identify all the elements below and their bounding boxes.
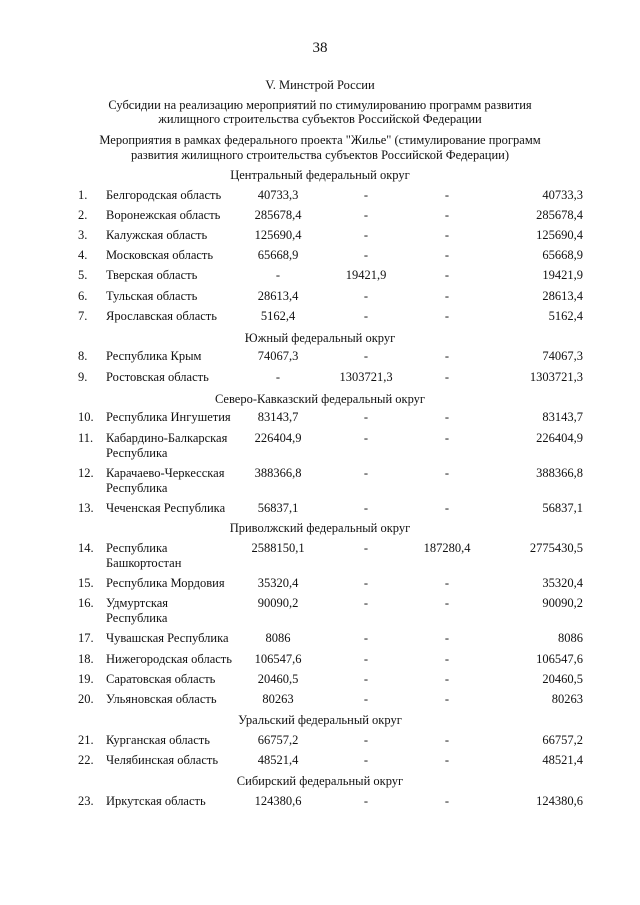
row-number: 23. bbox=[78, 794, 94, 808]
value-total: 1303721,3 bbox=[529, 370, 583, 384]
region-name: Кабардино-Балкарская bbox=[106, 431, 228, 445]
value-total: 74067,3 bbox=[542, 349, 583, 363]
value-total: 5162,4 bbox=[548, 309, 583, 323]
value-total: 19421,9 bbox=[542, 268, 583, 282]
region-name: Калужская область bbox=[106, 228, 208, 242]
row-number: 11. bbox=[78, 431, 94, 445]
value-col-3: - bbox=[444, 466, 450, 480]
region-name: Тверская область bbox=[106, 268, 198, 282]
region-name: Республика Крым bbox=[106, 349, 202, 363]
value-col-1: 8086 bbox=[265, 631, 291, 645]
value-col-3: - bbox=[444, 309, 450, 323]
value-col-1: - bbox=[275, 268, 281, 282]
region-name: Белгородская область bbox=[106, 188, 222, 202]
value-total: 28613,4 bbox=[542, 289, 583, 303]
region-name: Карачаево-Черкесская bbox=[106, 466, 225, 480]
value-col-3: - bbox=[444, 596, 450, 610]
value-col-2: - bbox=[363, 672, 369, 686]
row-number: 12. bbox=[78, 466, 94, 480]
value-col-2: - bbox=[363, 541, 369, 555]
region-name: Тульская область bbox=[106, 289, 198, 303]
value-col-3: - bbox=[444, 208, 450, 222]
region-name: Нижегородская область bbox=[106, 652, 232, 666]
value-col-2: - bbox=[363, 289, 369, 303]
page-number: 38 bbox=[312, 40, 328, 56]
value-col-2: - bbox=[363, 248, 369, 262]
value-col-1: 106547,6 bbox=[254, 652, 302, 666]
subsidy-title-line-1: Субсидии на реализацию мероприятий по стимулированию программ развития bbox=[108, 98, 532, 112]
value-col-2: - bbox=[363, 631, 369, 645]
district-heading: Сибирский федеральный округ bbox=[236, 774, 404, 788]
value-col-2: - bbox=[363, 794, 369, 808]
subsidy-title-line-2: жилищного строительства субъектов Российской Федерации bbox=[158, 112, 482, 126]
value-total: 35320,4 bbox=[542, 576, 583, 590]
value-col-2: - bbox=[363, 576, 369, 590]
value-col-1: 48521,4 bbox=[257, 753, 299, 767]
value-col-1: 124380,6 bbox=[254, 794, 302, 808]
value-col-1: 40733,3 bbox=[257, 188, 299, 202]
value-col-1: 90090,2 bbox=[257, 596, 299, 610]
district-heading: Приволжский федеральный округ bbox=[229, 521, 411, 535]
value-col-2: - bbox=[363, 228, 369, 242]
value-col-3: - bbox=[444, 228, 450, 242]
value-col-3: - bbox=[444, 794, 450, 808]
row-number: 3. bbox=[78, 228, 88, 242]
value-total: 56837,1 bbox=[542, 501, 583, 515]
region-name: Республика Ингушетия bbox=[106, 410, 231, 424]
row-number: 15. bbox=[78, 576, 94, 590]
value-col-2: - bbox=[363, 501, 369, 515]
region-name: Республика Мордовия bbox=[106, 576, 225, 590]
value-col-1: 226404,9 bbox=[254, 431, 302, 445]
value-col-3: 187280,4 bbox=[423, 541, 471, 555]
row-number: 14. bbox=[78, 541, 94, 555]
row-number: 21. bbox=[78, 733, 94, 747]
region-name: Ульяновская область bbox=[106, 692, 217, 706]
district-heading: Южный федеральный округ bbox=[244, 331, 396, 345]
region-name: Республика bbox=[106, 541, 168, 555]
value-col-3: - bbox=[444, 576, 450, 590]
value-total: 80263 bbox=[551, 692, 583, 706]
row-number: 6. bbox=[78, 289, 88, 303]
value-col-1: 35320,4 bbox=[257, 576, 299, 590]
value-total: 90090,2 bbox=[542, 596, 583, 610]
row-number: 19. bbox=[78, 672, 94, 686]
value-col-2: - bbox=[363, 208, 369, 222]
value-col-1: 83143,7 bbox=[257, 410, 299, 424]
value-col-2: - bbox=[363, 596, 369, 610]
value-col-1: 5162,4 bbox=[260, 309, 296, 323]
region-name: Саратовская область bbox=[106, 672, 216, 686]
value-col-2: - bbox=[363, 309, 369, 323]
row-number: 13. bbox=[78, 501, 94, 515]
value-col-1: 2588150,1 bbox=[251, 541, 305, 555]
value-col-3: - bbox=[444, 289, 450, 303]
value-col-3: - bbox=[444, 733, 450, 747]
value-col-2: - bbox=[363, 431, 369, 445]
value-col-1: 56837,1 bbox=[257, 501, 299, 515]
value-col-3: - bbox=[444, 431, 450, 445]
value-col-1: 125690,4 bbox=[254, 228, 302, 242]
value-total: 66757,2 bbox=[542, 733, 583, 747]
value-col-1: 20460,5 bbox=[257, 672, 299, 686]
value-col-2: 1303721,3 bbox=[339, 370, 393, 384]
value-total: 124380,6 bbox=[536, 794, 583, 808]
row-number: 2. bbox=[78, 208, 88, 222]
value-col-1: 66757,2 bbox=[257, 733, 299, 747]
region-name-line-2: Республика bbox=[106, 611, 168, 625]
region-name: Удмуртская bbox=[106, 596, 169, 610]
value-total: 125690,4 bbox=[536, 228, 583, 242]
value-col-3: - bbox=[444, 410, 450, 424]
value-total: 285678,4 bbox=[536, 208, 583, 222]
value-col-1: 80263 bbox=[262, 692, 294, 706]
district-heading: Уральский федеральный округ bbox=[238, 713, 402, 727]
value-col-3: - bbox=[444, 268, 450, 282]
value-col-3: - bbox=[444, 692, 450, 706]
region-name: Челябинская область bbox=[106, 753, 219, 767]
region-name-line-2: Республика bbox=[106, 481, 168, 495]
value-col-1: 65668,9 bbox=[257, 248, 299, 262]
value-col-2: - bbox=[363, 753, 369, 767]
row-number: 10. bbox=[78, 410, 94, 424]
row-number: 20. bbox=[78, 692, 94, 706]
value-col-3: - bbox=[444, 188, 450, 202]
row-number: 22. bbox=[78, 753, 94, 767]
value-col-2: - bbox=[363, 188, 369, 202]
region-name: Ростовская область bbox=[106, 370, 209, 384]
value-col-1: - bbox=[275, 370, 281, 384]
value-col-2: - bbox=[363, 692, 369, 706]
value-total: 40733,3 bbox=[542, 188, 583, 202]
value-col-2: 19421,9 bbox=[345, 268, 387, 282]
value-col-3: - bbox=[444, 652, 450, 666]
value-total: 106547,6 bbox=[536, 652, 583, 666]
value-total: 48521,4 bbox=[542, 753, 583, 767]
value-col-3: - bbox=[444, 672, 450, 686]
value-total: 226404,9 bbox=[536, 431, 583, 445]
value-col-2: - bbox=[363, 652, 369, 666]
region-name: Иркутская область bbox=[106, 794, 206, 808]
row-number: 1. bbox=[78, 188, 88, 202]
value-col-2: - bbox=[363, 349, 369, 363]
project-title-line-2: развития жилищного строительства субъектов Российской Федерации) bbox=[130, 148, 510, 162]
value-total: 8086 bbox=[558, 631, 583, 645]
row-number: 9. bbox=[78, 370, 88, 384]
value-total: 2775430,5 bbox=[529, 541, 583, 555]
value-col-1: 74067,3 bbox=[257, 349, 299, 363]
region-name: Ярославская область bbox=[106, 309, 217, 323]
value-col-3: - bbox=[444, 501, 450, 515]
value-col-3: - bbox=[444, 370, 450, 384]
region-name-line-2: Башкортостан bbox=[106, 556, 182, 570]
value-col-2: - bbox=[363, 466, 369, 480]
region-name: Чувашская Республика bbox=[106, 631, 229, 645]
value-col-1: 285678,4 bbox=[254, 208, 302, 222]
value-col-3: - bbox=[444, 631, 450, 645]
row-number: 4. bbox=[78, 248, 88, 262]
section-title: V. Минстрой России bbox=[265, 78, 375, 92]
row-number: 5. bbox=[78, 268, 88, 282]
value-total: 65668,9 bbox=[542, 248, 583, 262]
value-col-2: - bbox=[363, 733, 369, 747]
region-name: Чеченская Республика bbox=[106, 501, 226, 515]
value-col-1: 28613,4 bbox=[257, 289, 299, 303]
value-col-3: - bbox=[444, 248, 450, 262]
value-total: 83143,7 bbox=[542, 410, 583, 424]
value-col-2: - bbox=[363, 410, 369, 424]
district-heading: Центральный федеральный округ bbox=[230, 168, 410, 182]
region-name: Воронежская область bbox=[106, 208, 221, 222]
row-number: 17. bbox=[78, 631, 94, 645]
region-name: Московская область bbox=[106, 248, 214, 262]
row-number: 18. bbox=[78, 652, 94, 666]
row-number: 8. bbox=[78, 349, 88, 363]
value-total: 388366,8 bbox=[536, 466, 583, 480]
value-col-3: - bbox=[444, 753, 450, 767]
value-col-1: 388366,8 bbox=[254, 466, 302, 480]
value-col-3: - bbox=[444, 349, 450, 363]
district-heading: Северо-Кавказский федеральный округ bbox=[214, 392, 426, 406]
region-name-line-2: Республика bbox=[106, 446, 168, 460]
project-title-line-1: Мероприятия в рамках федерального проекта "Жилье" (стимулирование программ bbox=[99, 133, 541, 147]
row-number: 16. bbox=[78, 596, 94, 610]
region-name: Курганская область bbox=[106, 733, 210, 747]
value-total: 20460,5 bbox=[542, 672, 583, 686]
row-number: 7. bbox=[78, 309, 88, 323]
